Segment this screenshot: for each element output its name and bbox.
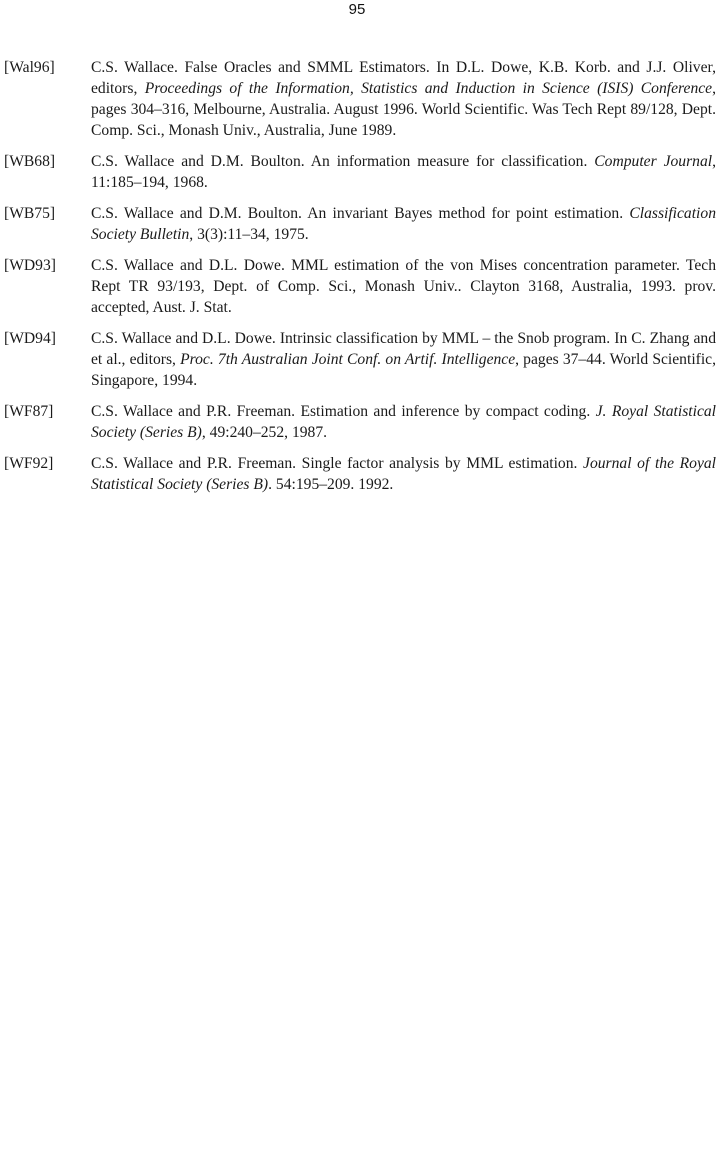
reference-text [91,328,716,391]
reference-title-italic: Journal of the Royal Statistical Society (Series B) [91,455,717,493]
reference-title-italic: Computer Journal [594,153,713,170]
reference-entry-wb75 [4,203,716,245]
reference-text-segment: , 3(3):11–34, 1975. [189,226,309,243]
reference-text-segment: C.S. Wallace and D.L. Dowe. Intrinsic classification by MML – the Snob program. In C. Zhang and et al., editors, [91,330,716,368]
bibliography-list [4,57,716,495]
reference-key: [WD93] [4,257,56,274]
reference-entry-wb68 [4,151,716,193]
reference-text-segment: , pages 304–316, Melbourne, Australia. August 1996. World Scientific. Was Tech Rept 89/128, Dept. Comp. Sci., Monash Univ., Australia, June 1989. [91,80,716,139]
reference-text-segment: C.S. Wallace and P.R. Freeman. Single factor analysis by MML estimation. [91,455,584,472]
reference-text-segment: , pages 37–44. World Scientific, Singapore, 1994. [91,351,716,389]
reference-entry-wf87 [4,401,716,443]
reference-text-segment: C.S. Wallace and D.M. Boulton. An information measure for classification. [91,153,595,170]
reference-text [91,255,716,318]
reference-entry-wd94 [4,328,716,391]
reference-text-segment: . 54:195–209. 1992. [268,476,394,493]
reference-text [91,453,716,495]
reference-key: [Wal96] [4,59,55,76]
reference-text [91,203,716,245]
reference-text [91,401,716,443]
reference-text-segment: C.S. Wallace and D.M. Boulton. An invariant Bayes method for point estimation. [91,205,630,222]
reference-title-italic: Proceedings of the Information, Statistics and Induction in Science (ISIS) Conference [144,80,713,97]
page-number: 95 [348,1,366,18]
reference-text-segment: C.S. Wallace. False Oracles and SMML Estimators. In D.L. Dowe, K.B. Korb. and J.J. Oliver, editors, [91,59,716,97]
reference-key: [WD94] [4,330,56,347]
reference-key: [WF92] [4,455,54,472]
reference-entry-wd93 [4,255,716,318]
reference-text-segment: , 49:240–252, 1987. [201,424,328,441]
reference-text-segment: C.S. Wallace and D.L. Dowe. MML estimation of the von Mises concentration parameter. Tech Rept TR 93/193, Dept. of Comp. Sci., Monash Univ.. Clayton 3168, Australia, 1993. prov. accepted, Aust. J. Stat. [91,257,716,316]
reference-text-segment: , 11:185–194, 1968. [91,153,716,191]
reference-key: [WF87] [4,403,54,420]
reference-text [91,57,716,141]
reference-key: [WB68] [4,153,56,170]
reference-text-segment: C.S. Wallace and P.R. Freeman. Estimation and inference by compact coding. [91,403,596,420]
reference-title-italic: J. Royal Statistical Society (Series B) [91,403,716,441]
reference-entry-wal96 [4,57,716,141]
reference-key: [WB75] [4,205,56,222]
reference-title-italic: Proc. 7th Australian Joint Conf. on Artif. Intelligence [180,351,516,368]
reference-text [91,151,716,193]
reference-title-italic: Classification Society Bulletin [91,205,716,243]
reference-entry-wf92 [4,453,716,495]
